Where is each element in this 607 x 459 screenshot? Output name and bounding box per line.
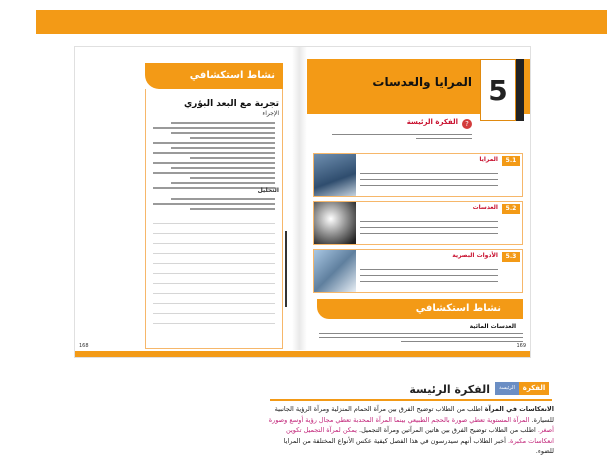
right-folio: 169: [516, 343, 526, 349]
note-text-2: اطلب من الطلاب توضيح الفرق بين هاتين المرآتين ومرآة التجميل.: [356, 426, 538, 434]
note-answer-1: المرآة المستوية تعطي صورة بالحجم الطبيعي بينما المرآة المحدبة تعطي مجال رؤية أوسع وصورة أصغر.: [268, 415, 554, 434]
activity-title: تجربة مع البعد البؤري: [183, 99, 279, 109]
section-title: الأدوات البصرية: [452, 252, 498, 259]
teaching-note: [268, 404, 554, 457]
chapter-number: 5: [480, 59, 516, 121]
section-heading: الفكرة الرئيسة: [409, 383, 490, 396]
activity-header: نشاط استكشافي: [145, 63, 283, 89]
note-text-1: اطلب من الطلاب توضيح الفرق بين مرآة الحمام المنزلية ومرآة الرؤية الجانبية للسيارة.: [274, 405, 554, 424]
idea-tag: الفكرة: [519, 382, 549, 395]
section-number: 5.1: [502, 156, 520, 166]
section-number: 5.3: [502, 252, 520, 262]
launch-lab-title: العدسات المائية: [469, 323, 516, 330]
note-lead: الانعكاسات في المرآة: [484, 405, 554, 413]
chapter-title: المرايا والعدسات: [372, 75, 472, 89]
spread-bottom-border: [75, 47, 530, 357]
note-text-3: أخبر الطلاب أنهم سيدرسون في هذا الفصل كيفية عكس الأنواع المختلفة من المرايا للضوء.: [283, 436, 554, 455]
idea-tag-main: الرئيسة: [495, 382, 519, 395]
launch-lab-header: نشاط استكشافي: [317, 299, 523, 319]
left-folio: 168: [79, 343, 89, 349]
top-orange-bar: [36, 10, 607, 34]
big-idea-icon: ?: [462, 119, 472, 129]
section-title: العدسات: [472, 204, 498, 211]
big-idea-title: الفكرة الرئيسة: [406, 118, 458, 126]
section-number: 5.2: [502, 204, 520, 214]
procedure-text: الإجراء: [262, 110, 279, 117]
analysis-label: التحليل: [257, 187, 279, 194]
heading-underline: [270, 399, 552, 401]
note-answer-2: يمكن لمرآة التجميل تكوين انعكاسات مكبرة.: [286, 426, 554, 445]
section-title: المرايا: [479, 156, 498, 163]
